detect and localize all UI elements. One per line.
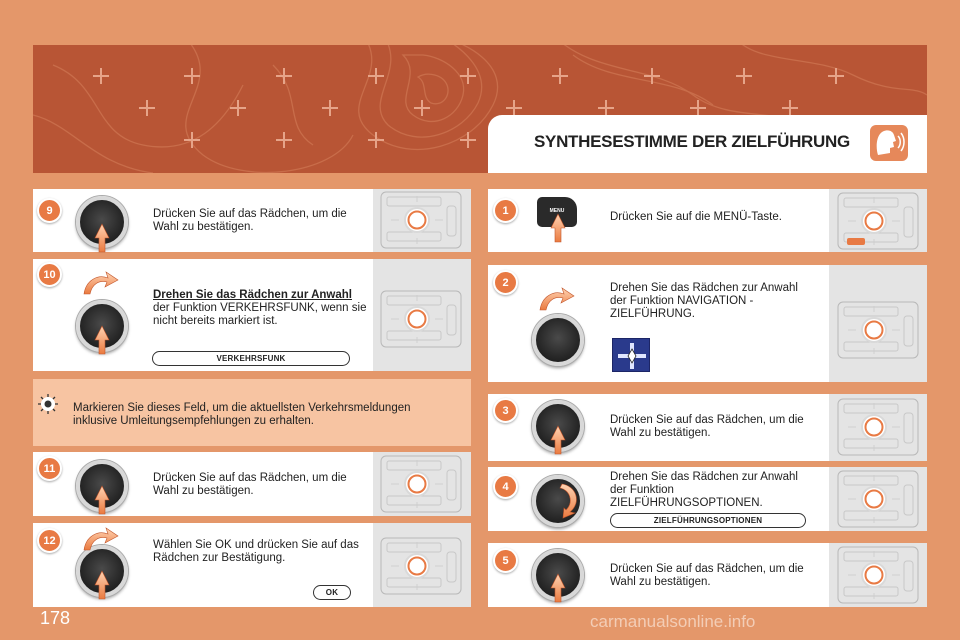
step-number-1: 1: [493, 198, 518, 223]
rotary-knob: [532, 314, 584, 366]
radio-illustration: [373, 523, 471, 607]
radio-illustration: [373, 189, 471, 252]
verkehrsfunk-label: VERKEHRSFUNK: [152, 351, 350, 366]
step-9-text: Drücken Sie auf das Rädchen, um die Wahl zu bestätigen.: [153, 208, 347, 233]
step-3-text: Drücken Sie auf das Rädchen, um die Wahl zu bestätigen.: [610, 414, 804, 439]
radio-illustration: [829, 543, 927, 607]
rotary-knob: [76, 300, 128, 352]
step-number-9: 9: [37, 198, 62, 223]
title-box: [488, 115, 927, 173]
radio-illustration: [829, 394, 927, 461]
watermark: carmanualsonline.info: [590, 612, 756, 631]
step-number-5: 5: [493, 548, 518, 573]
rotary-knob: [532, 400, 584, 452]
tip-panel: [33, 379, 471, 446]
radio-illustration: [829, 467, 927, 531]
step-10-text: [153, 289, 375, 328]
zielfuehrungsoptionen-label: ZIELFÜHRUNGSOPTIONEN: [610, 513, 806, 528]
step-number-2: 2: [493, 270, 518, 295]
step-number-4: 4: [493, 474, 518, 499]
rotary-knob: [532, 549, 584, 601]
menu-key: MENU: [537, 197, 577, 227]
radio-illustration: [373, 452, 471, 516]
radio-illustration: [829, 265, 927, 382]
page-number: 178: [40, 608, 71, 628]
tip-text: Markieren Sie dieses Feld, um die aktuellsten Verkehrsmeldungen inklusive Umleitungsempfehlungen zu erhalten.: [73, 402, 411, 427]
step-number-11: 11: [37, 456, 62, 481]
step-1-text: Drücken Sie auf die MENÜ-Taste.: [610, 211, 782, 223]
rotary-knob: [76, 460, 128, 512]
step-5-text: Drücken Sie auf das Rädchen, um die Wahl zu bestätigen.: [610, 563, 804, 588]
step-12-text: Wählen Sie OK und drücken Sie auf das Rädchen zur Bestätigung.: [153, 539, 359, 564]
radio-illustration: [829, 189, 927, 252]
rotary-knob: [76, 196, 128, 248]
step-number-10: 10: [37, 262, 62, 287]
rotary-knob: [76, 545, 128, 597]
step-2-text: Drehen Sie das Rädchen zur Anwahl der Funktion NAVIGATION - ZIELFÜHRUNG.: [610, 282, 798, 320]
step-number-12: 12: [37, 528, 62, 553]
step-10-bold: Drehen Sie das Rädchen zur Anwahl: [153, 289, 352, 301]
step-4-text: Drehen Sie das Rädchen zur Anwahl der Funktion ZIELFÜHRUNGSOPTIONEN.: [610, 471, 798, 509]
voice-synthesis-icon: [870, 125, 908, 161]
step-number-3: 3: [493, 398, 518, 423]
step-11-text: Drücken Sie auf das Rädchen, um die Wahl zu bestätigen.: [153, 472, 347, 497]
radio-illustration: [373, 259, 471, 371]
rotary-knob: [532, 475, 584, 527]
ok-label: OK: [313, 585, 351, 600]
page-title: SYNTHESESTIMME DER ZIELFÜHRUNG: [534, 132, 850, 151]
step-10-body: der Funktion VERKEHRSFUNK, wenn sie nicht bereits markiert ist.: [153, 302, 367, 327]
navigation-icon: [612, 338, 650, 372]
